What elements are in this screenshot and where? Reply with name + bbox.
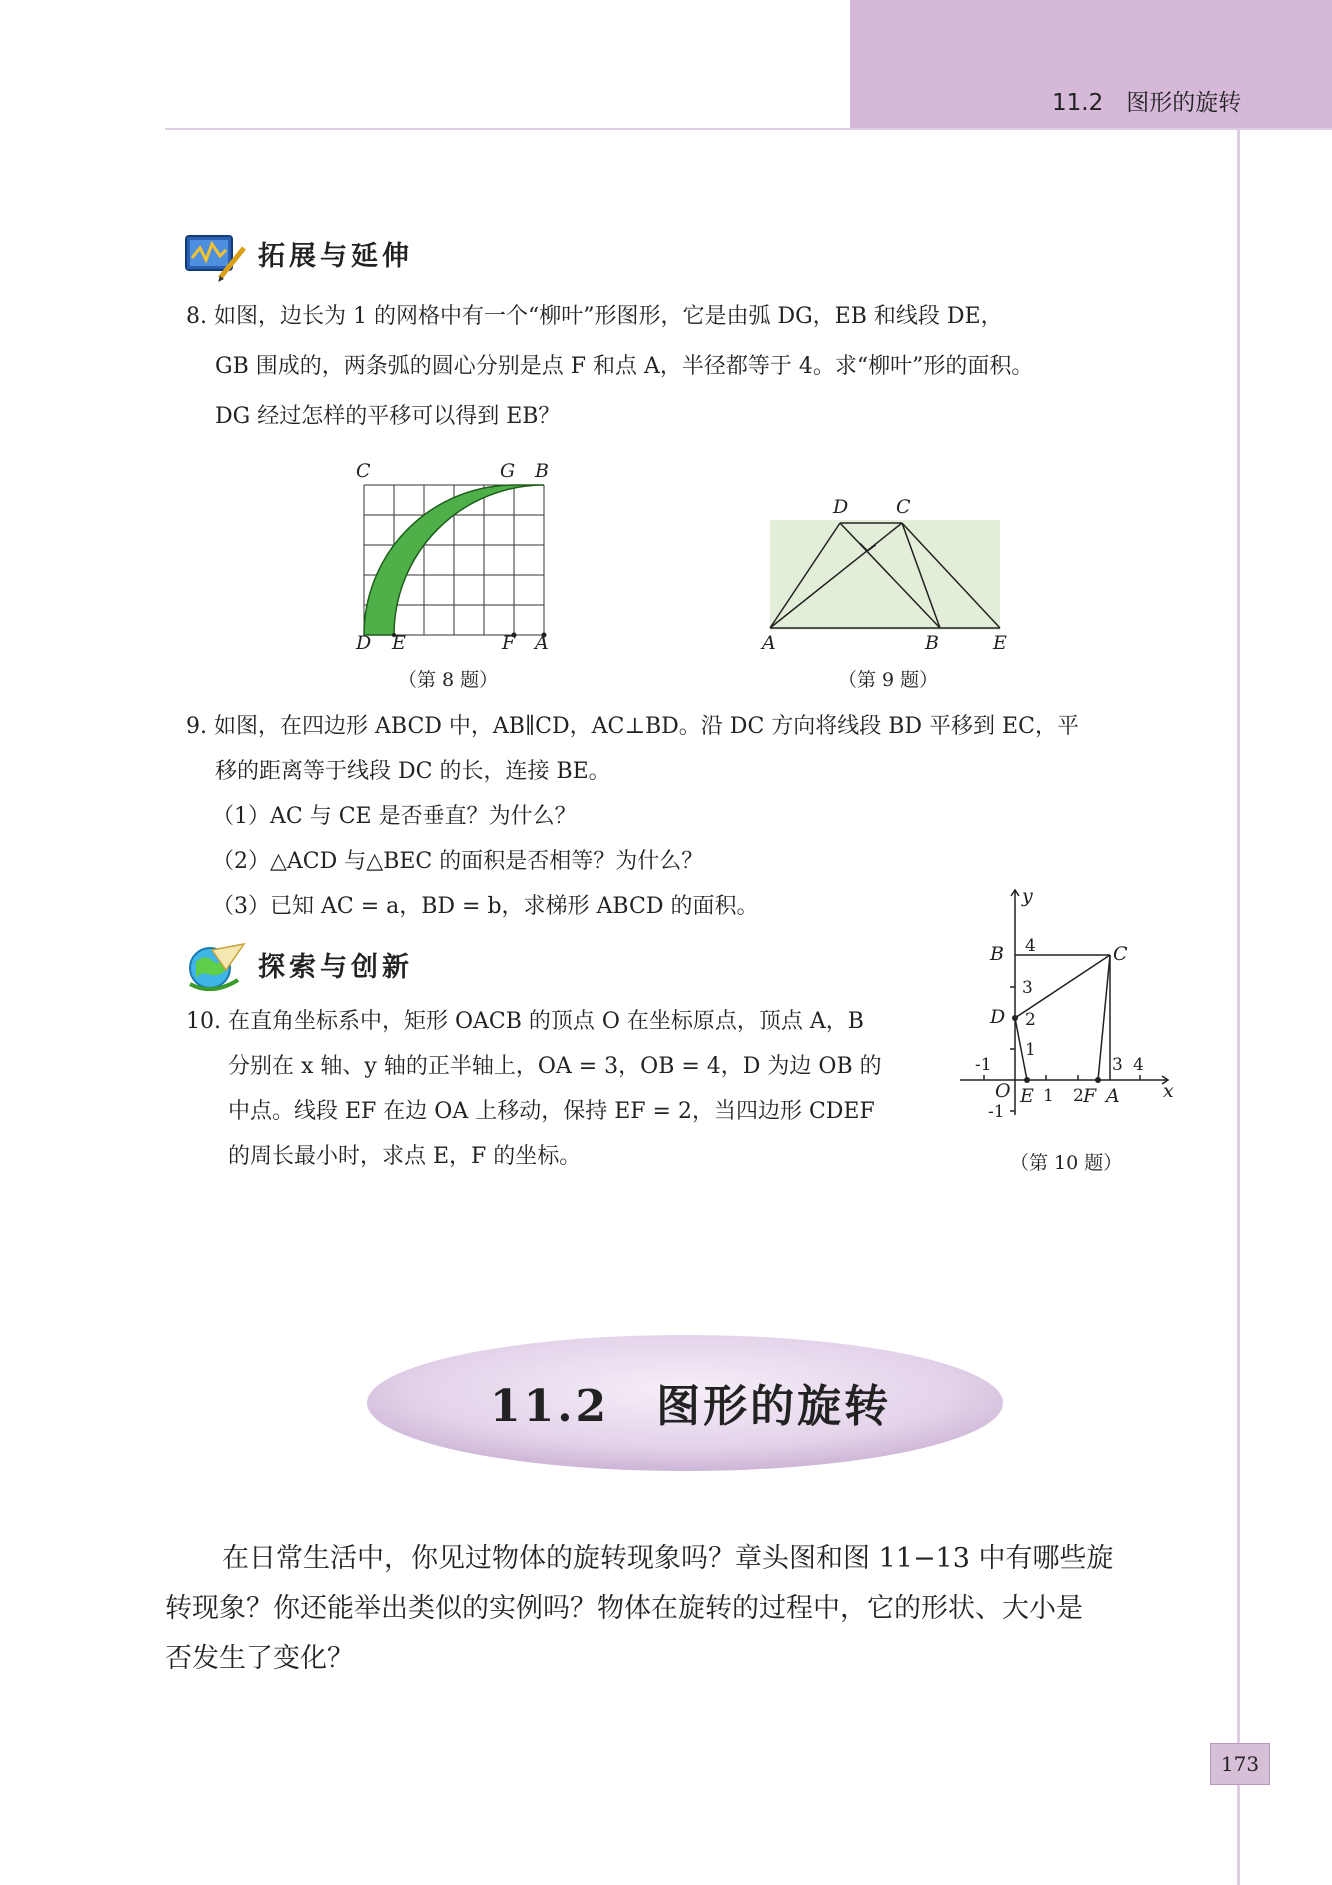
fig8-label-C: C (356, 460, 371, 482)
fig10-tick-x3: 3 (1112, 1055, 1123, 1075)
q9-line2: 移的距离等于线段 DC 的长，连接 BE。 (215, 759, 611, 784)
fig10-label-O: O (995, 1080, 1011, 1102)
q10-line3: 中点。线段 EF 在边 OA 上移动，保持 EF = 2，当四边形 CDEF (228, 1099, 875, 1124)
q10-line4: 的周长最小时，求点 E，F 的坐标。 (228, 1144, 582, 1169)
fig10-label-y: y (1022, 885, 1033, 907)
fig10-label-A: A (1106, 1085, 1120, 1107)
q8-line2: GB 围成的，两条弧的圆心分别是点 F 和点 A，半径都等于 4。求“柳叶”形的面积。 (215, 354, 1034, 379)
extension-icon (182, 228, 252, 288)
fig10-label-F: F (1083, 1085, 1097, 1107)
header-rule (165, 128, 1332, 130)
q10-line1: 10. 在直角坐标系中，矩形 OACB 的顶点 O 在坐标原点，顶点 A，B (186, 1009, 864, 1034)
paragraph-line3: 否发生了变化？ (165, 1643, 354, 1674)
fig10-tick-yneg1: -1 (988, 1102, 1005, 1122)
fig9-label-D: D (833, 496, 849, 518)
fig8-caption: （第 8 题） (398, 669, 499, 691)
fig10-caption: （第 10 题） (1010, 1152, 1123, 1174)
fig10-tick-y2: 2 (1025, 1010, 1036, 1030)
explore-heading: 探索与创新 (258, 952, 413, 983)
section-title: 11.2 图形的旋转 (490, 1381, 892, 1432)
explore-icon (182, 940, 252, 1000)
q9-sub1: （1）AC 与 CE 是否垂直？为什么？ (212, 804, 577, 829)
fig8-label-A: A (535, 632, 549, 654)
fig9-label-B: B (925, 632, 939, 654)
figure-9 (760, 505, 1010, 634)
fig9-caption: （第 9 题） (838, 669, 939, 691)
fig10-label-D: D (990, 1006, 1006, 1028)
fig10-label-x: x (1163, 1080, 1174, 1102)
q8-line3: DG 经过怎样的平移可以得到 EB？ (215, 404, 561, 429)
fig9-label-E: E (993, 632, 1007, 654)
margin-rule (1237, 130, 1240, 1885)
fig10-tick-x4: 4 (1133, 1055, 1144, 1075)
header-section-title: 11.2 图形的旋转 (1052, 90, 1242, 116)
paragraph-line2: 转现象？你还能举出类似的实例吗？物体在旋转的过程中，它的形状、大小是 (165, 1593, 1083, 1624)
fig8-label-E: E (392, 632, 406, 654)
q9-sub2: （2）△ACD 与△BEC 的面积是否相等？为什么？ (212, 849, 704, 874)
fig10-tick-xneg1: -1 (975, 1055, 992, 1075)
extension-heading: 拓展与延伸 (258, 241, 413, 272)
fig10-label-B: B (990, 943, 1004, 965)
q10-line2: 分别在 x 轴、y 轴的正半轴上，OA = 3，OB = 4，D 为边 OB 的 (228, 1054, 882, 1079)
fig8-label-G: G (500, 460, 516, 482)
fig9-label-A: A (762, 632, 776, 654)
fig8-label-B: B (535, 460, 549, 482)
paragraph-line1: 在日常生活中，你见过物体的旋转现象吗？章头图和图 11−13 中有哪些旋 (222, 1543, 1114, 1574)
q9-line1: 9. 如图，在四边形 ABCD 中，AB∥CD，AC⊥BD。沿 DC 方向将线段 BD 平移到 EC，平 (186, 714, 1079, 739)
page-number: 173 (1210, 1743, 1270, 1785)
fig10-tick-y1: 1 (1025, 1040, 1036, 1060)
fig10-label-C: C (1113, 943, 1128, 965)
fig9-label-C: C (896, 496, 911, 518)
fig8-label-F: F (502, 632, 516, 654)
q9-sub3: （3）已知 AC = a，BD = b，求梯形 ABCD 的面积。 (212, 894, 759, 919)
q8-line1: 8. 如图，边长为 1 的网格中有一个“柳叶”形图形，它是由弧 DG，EB 和线段 DE， (186, 304, 1003, 329)
fig10-tick-y4: 4 (1025, 936, 1036, 956)
fig10-label-E: E (1020, 1085, 1034, 1107)
fig10-tick-y3: 3 (1022, 978, 1033, 998)
fig10-tick-x2: 2 (1073, 1086, 1084, 1106)
fig10-tick-x1: 1 (1043, 1086, 1054, 1106)
fig8-label-D: D (356, 632, 372, 654)
